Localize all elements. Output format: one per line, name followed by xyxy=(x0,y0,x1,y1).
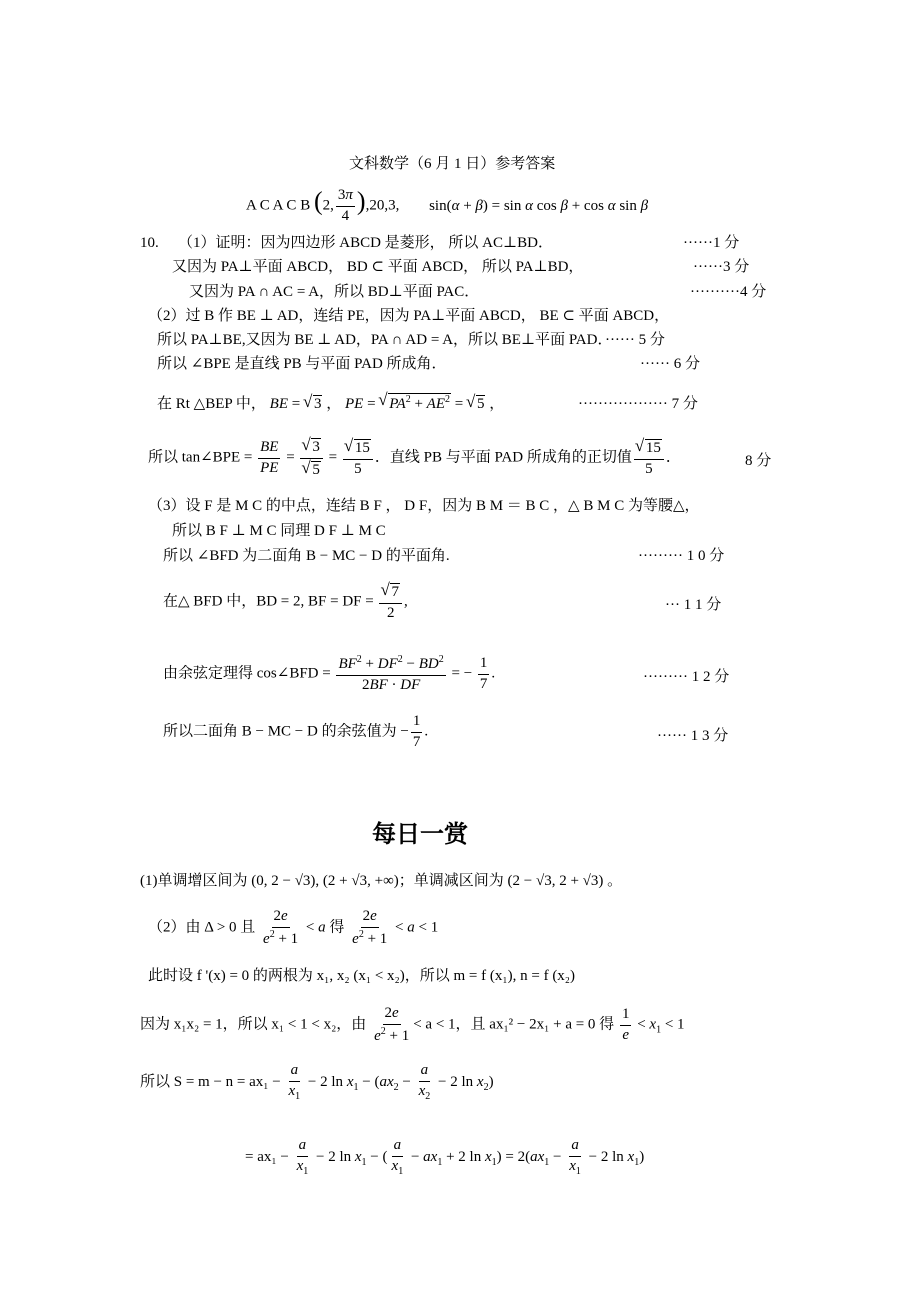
part1-line1: （1）证明：因为四边形 ABCD 是菱形， 所以 AC⊥BD． xyxy=(178,235,553,251)
daily-line1: (1)单调增区间为 (0, 2 − √3), (2 + √3, +∞)；单调减区间为 (2 − √3, 2 + √3) 。 xyxy=(140,873,623,889)
page-title: 文科数学（6 月 1 日）参考答案 xyxy=(349,156,556,172)
part1-line3: 又因为 PA ∩ AC = A，所以 BD⊥平面 PAC． xyxy=(189,284,480,300)
section-title: 每日一赏 xyxy=(372,820,468,848)
score-11: ··· 1 1 分 xyxy=(665,597,722,613)
daily-line4: 因为 x₁x₂ = 1，所以 x₁ < 1 < x₂，由 $\frac{2e}{e^2 + 1}$ < a < 1，且 ax₁² − 2x₁ + a = 0 得 $\frac{1}{e}$ < $x_1 < 1$ xyxy=(140,1005,685,1044)
part3-line3: 所以 ∠BFD 为二面角 B − MC − D 的平面角. xyxy=(163,548,450,564)
part2-line1: （2）过 B 作 BE ⊥ AD，连结 PE，因为 PA⊥平面 ABCD， BE ⊂ 平面 ABCD， xyxy=(148,308,670,324)
part2-line5: 所以 tan∠BPE = $\frac{BE}{PE}$ = √ 3 √ 5 = √ $\frac{15}{5}$ ．直线 PB 与平面 PAD 所成角的正切值 √ $\frac{15}{5}$ ． xyxy=(148,438,681,479)
part1-line2: 又因为 PA⊥平面 ABCD， BD ⊂ 平面 ABCD， 所以 PA⊥BD， xyxy=(172,259,584,275)
daily-line5: 所以 S = m − n = ax₁ − $\frac{a}{x_1}$ − 2 $\ln x_1 - (ax_2$ − $\frac{a}{x_2}$ − 2 $\ln x_2$) xyxy=(140,1062,494,1102)
part3-line1: （3）设 F 是 M C 的中点，连结 B F ， D F，因为 B M ＝ B C ，△ B M C 为等腰△， xyxy=(148,498,700,514)
score-4: ··········4 分 xyxy=(690,284,767,300)
score-12: ········· 1 2 分 xyxy=(643,669,730,685)
score-13: ······ 1 3 分 xyxy=(657,728,729,744)
daily-line6: = ax₁ − $\frac{a}{x_1}$ − 2 $\ln x_1$ − ( $\frac{a}{x_1}$ − $ax_1 + 2$ $\ln x_1) = 2(ax_1$ − $\frac{a}{x_1}$ − 2 $\ln x_1$) xyxy=(245,1137,645,1177)
score-1: ······1 分 xyxy=(683,235,740,251)
daily-line3: 此时设 f '(x) = 0 的两根为 x₁, x₂ (x₁ < x₂)，所以 m = f (x₁), n = f (x₂) xyxy=(148,968,576,984)
part3-line5: 由余弦定理得 cos∠BFD = $\frac{BF^2 + DF^2 - BD^2}{2BF \cdot DF}$ = − $\frac{1}{7}$ . xyxy=(163,654,496,693)
answers-line: A C A C B (2, $\frac{3\pi}{4}$ ),20,3, sin(α + β) = sin α cos β + cos α sin β xyxy=(246,186,649,224)
score-6: ······ 6 分 xyxy=(640,356,700,372)
part2-line2: 所以 PA⊥BE,又因为 BE ⊥ AD，PA ∩ AD = A，所以 BE⊥平面 PAD．······ 5 分 xyxy=(157,332,665,348)
part2-line4: 在 Rt △BEP 中， BE = √ 3 ， PE = √ $PA^2 + AE^2$ = √ 5 ， xyxy=(157,393,504,412)
score-7: ·················· 7 分 xyxy=(578,396,698,412)
score-3: ······3 分 xyxy=(693,259,750,275)
daily-line2: （2）由 Δ > 0 且 $\frac{2e}{e^2 + 1}$ < a 得 $\frac{2e}{e^2 + 1}$ < a < 1 xyxy=(148,908,439,947)
score-10: ········· 1 0 分 xyxy=(638,548,725,564)
part2-line3: 所以 ∠BPE 是直线 PB 与平面 PAD 所成角． xyxy=(157,356,447,372)
score-8: 8 分 xyxy=(745,453,772,469)
part3-line4: 在△ BFD 中，BD = 2, BF = DF = √ $\frac{7}{2}$ , xyxy=(163,583,408,622)
question-number: 10. xyxy=(140,235,159,251)
part3-line2: 所以 B F ⊥ M C 同理 D F ⊥ M C xyxy=(172,523,386,539)
part3-line6: 所以二面角 B − MC − D 的余弦值为 − $\frac{1}{7}$ . xyxy=(163,713,429,750)
